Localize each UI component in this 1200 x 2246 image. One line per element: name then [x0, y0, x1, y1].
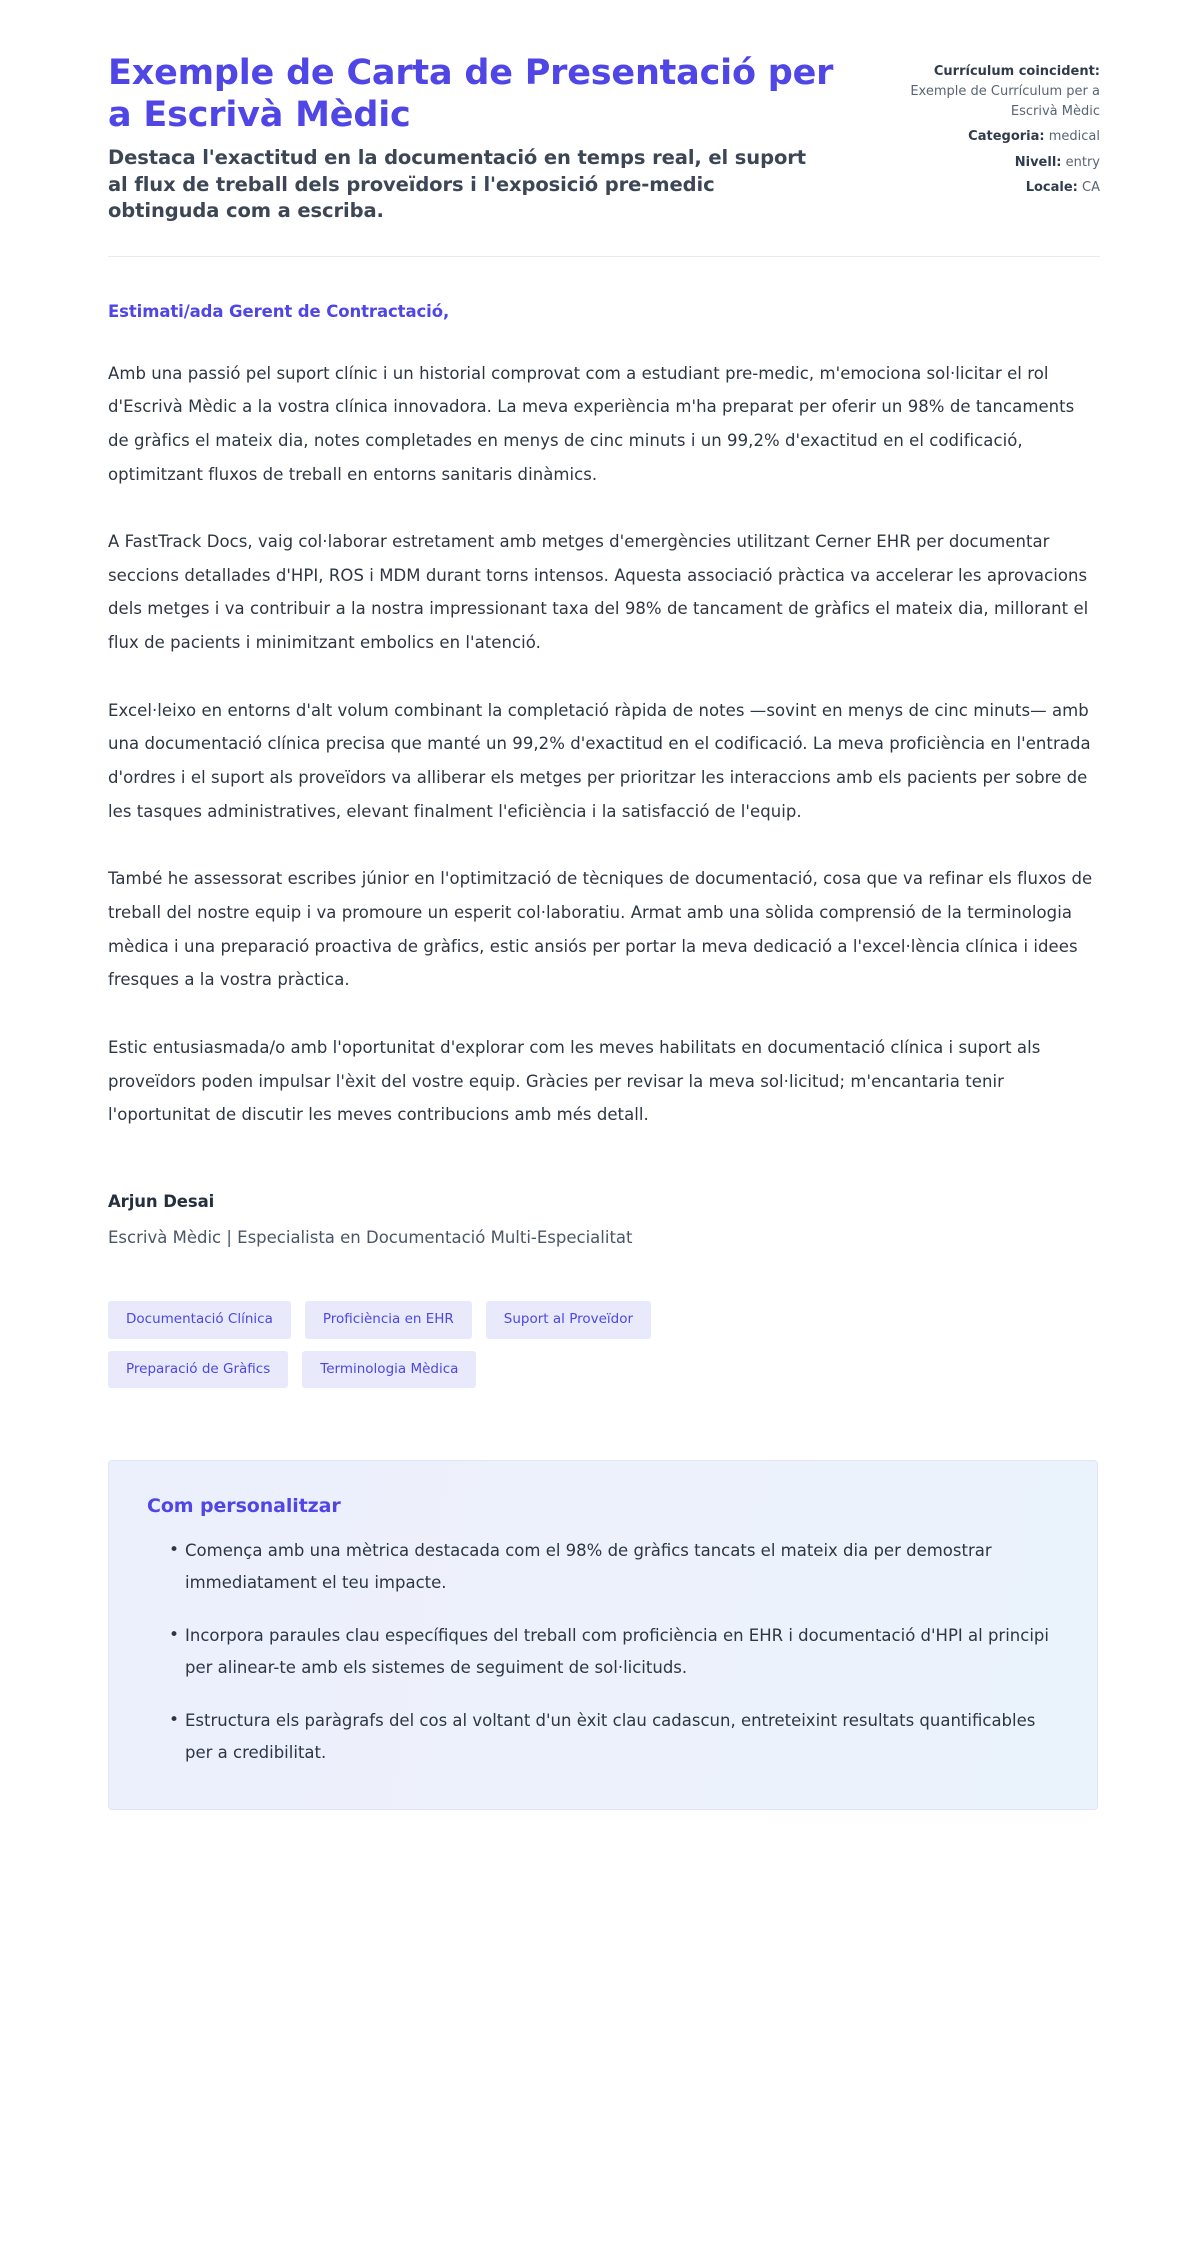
page-header — [0, 0, 1200, 225]
meta-label-category: Categoria: — [968, 129, 1045, 145]
tips-list-item: • Comença amb una mètrica destacada com el 98% de gràfics tancats el mateix dia per demostrar immediatament el teu impacte. — [169, 1535, 1059, 1599]
letter-paragraph: També he assessorat escribes júnior en l'optimització de tècniques de documentació, cosa que va refinar els fluxos de treball del nostre equip i va promoure un esperit col·laboratiu. Armat amb una sòlida comprensió de la terminologia mèdica i una preparació proactiva de gràfics, estic ansiós per portar la meva dedicació a l'excel·lència clínica i idees fresques a la vostra pràctica. — [108, 869, 1093, 990]
tips-title: Com personalitzar — [147, 1495, 341, 1518]
tag-chip[interactable]: Documentació Clínica — [108, 1301, 291, 1339]
page-title: Exemple de Carta de Presentació per a Escrivà Mèdic — [108, 53, 834, 135]
tag-chip[interactable]: Suport al Proveïdor — [486, 1301, 651, 1339]
header-metadata — [900, 52, 1100, 198]
meta-label-matching-resume: Currículum coincident: — [933, 64, 1100, 79]
header-divider — [108, 256, 1100, 257]
meta-value-level: entry — [1065, 154, 1100, 170]
letter-paragraph: Amb una passió pel suport clínic i un historial comprovat com a estudiant pre-medic, m'emociona sol·licitar el rol d'Escrivà Mèdic a la vostra clínica innovadora. La meva experiència m'ha preparat per oferir un 98% de tancaments de gràfics el mateix dia, notes completades en menys de cinc minuts i un 99,2% d'exactitud en el codificació, optimitzant fluxos de treball en entorns sanitaris dinàmics. — [108, 363, 1075, 484]
tag-chip[interactable]: Proficiència en EHR — [305, 1301, 472, 1339]
customization-tips-panel — [108, 1460, 1098, 1810]
meta-row-matching-resume — [900, 62, 1100, 122]
meta-row-level — [900, 153, 1100, 173]
meta-label-locale: Locale: — [1025, 179, 1078, 195]
tag-list — [0, 1301, 880, 1388]
meta-row-category — [900, 127, 1100, 147]
letter-paragraph: Estic entusiasmada/o amb l'oportunitat d'explorar com les meves habilitats en documentació clínica i suport als proveïdors poden impulsar l'èxit del vostre equip. Gràcies per revisar la meva sol·licitud; m'encantaria tenir l'oportunitat de discutir les meves contribucions amb més detall. — [108, 1038, 1041, 1125]
letter-paragraph: A FastTrack Docs, vaig col·laborar estretament amb metges d'emergències utilitzant Cerner EHR per documentar seccions detallades d'HPI, ROS i MDM durant torns intensos. Aquesta associació pràctica va accelerar les aprovacions dels metges i va contribuir a la nostra impressionant taxa del 98% de tancament de gràfics el mateix dia, millorant el flux de pacients i minimitzant embolics en l'atenció. — [108, 532, 1089, 653]
meta-row-locale — [900, 178, 1100, 198]
letter-salutation: Estimati/ada Gerent de Contractació, — [108, 301, 450, 321]
meta-label-level: Nivell: — [1014, 154, 1062, 170]
tag-chip[interactable]: Preparació de Gràfics — [108, 1351, 288, 1389]
meta-value-locale: CA — [1082, 179, 1100, 195]
tips-list-item: • Estructura els paràgrafs del cos al voltant d'un èxit clau cadascun, entreteixint resultats quantificables per a credibilitat. — [169, 1705, 1059, 1769]
signature-name: Arjun Desai — [108, 1192, 215, 1212]
meta-value-matching-resume: Exemple de Currículum per a Escrivà Mèdic — [910, 84, 1100, 120]
tips-list-item: • Incorpora paraules clau específiques del treball com proficiència en EHR i documentació d'HPI al principi per alinear-te amb els sistemes de seguiment de sol·licituds. — [169, 1620, 1059, 1684]
meta-value-category: medical — [1048, 129, 1100, 145]
tag-chip[interactable]: Terminologia Mèdica — [302, 1351, 476, 1389]
signature-role: Escrivà Mèdic | Especialista en Documentació Multi-Especialitat — [108, 1228, 633, 1248]
tips-list — [147, 1535, 1059, 1769]
page-subtitle: Destaca l'exactitud en la documentació en temps real, el suport al flux de treball dels proveïdors i l'exposició pre-medic obtinguda com a escriba. — [108, 146, 806, 223]
header-title-block — [108, 52, 860, 225]
letter-paragraph: Excel·leixo en entorns d'alt volum combinant la completació ràpida de notes —sovint en menys de cinc minuts— amb una documentació clínica precisa que manté un 99,2% d'exactitud en el codificació. La meva proficiència en l'entrada d'ordres i el suport als proveïdors va alliberar els metges per prioritzar les interaccions amb els pacients per sobre de les tasques administratives, elevant finalment l'eficiència i la satisfacció de l'equip. — [108, 700, 1091, 821]
signature-block — [0, 1192, 1200, 1247]
letter-body — [0, 302, 1200, 1132]
